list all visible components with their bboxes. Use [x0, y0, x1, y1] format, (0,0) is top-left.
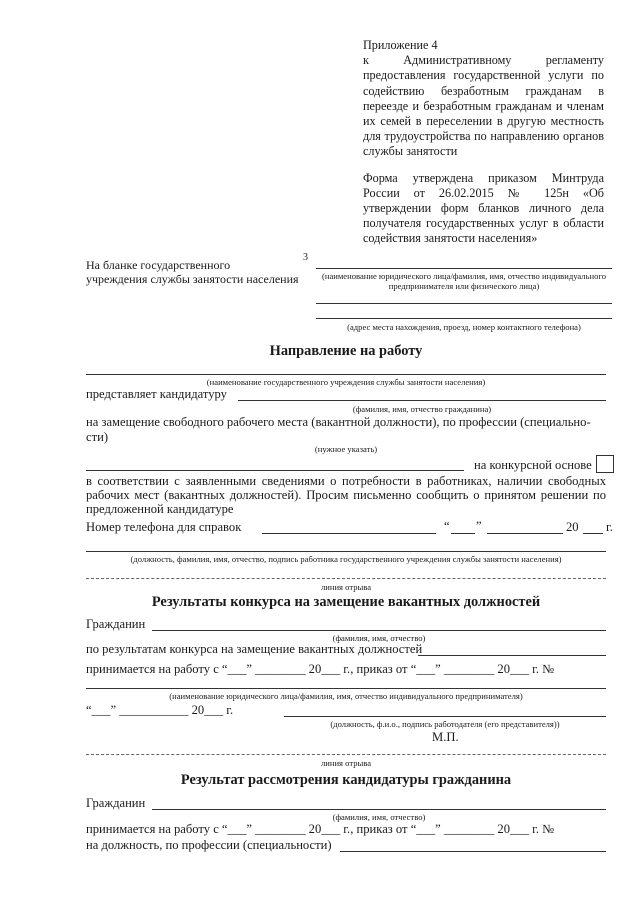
- citizen-label-2: Гражданин: [86, 796, 146, 810]
- section-title-referral: Направление на работу: [269, 343, 423, 359]
- citizen-fio-hint: (фамилия, имя, отчество): [332, 633, 426, 643]
- date-quote-close: ”: [476, 519, 482, 533]
- competitive-basis-label: на конкурсной основе: [474, 458, 592, 472]
- employer-signature-field[interactable]: [284, 716, 606, 717]
- tear-line-1: [86, 578, 606, 579]
- tear-line-2-label: линия отрыва: [320, 758, 372, 768]
- recipient-name-hint: (наименование юридического лица/фамилия, имя, отчество индивидуального предпринимателя или физического лица): [321, 271, 606, 291]
- year-prefix: 20: [566, 520, 579, 534]
- letterhead-line-2: учреждения службы занятости населения: [86, 272, 299, 286]
- employer-name-hint: (наименование юридического лица/фамилия, имя, отчество индивидуального предпринимателя): [169, 691, 523, 701]
- citizen-fio-field[interactable]: [152, 630, 606, 631]
- appendix-block: [363, 38, 604, 247]
- vacancy-text-line2: сти): [86, 430, 109, 444]
- phone-field[interactable]: [262, 533, 436, 534]
- appendix-title: Приложение 4: [363, 38, 438, 52]
- date-month-field[interactable]: [487, 533, 563, 534]
- tear-line-1-label: линия отрыва: [320, 582, 372, 592]
- citizen-fio-hint-2: (фамилия, имя, отчество): [332, 812, 426, 822]
- employer-signature-hint: (должность, ф.и.о., подпись работодателя (его представителя)): [330, 719, 560, 729]
- phone-label: Номер телефона для справок: [86, 520, 242, 534]
- vacancy-text-line1: на замещение свободного рабочего места (вакантной должности), по профессии (специально-: [86, 415, 591, 429]
- candidate-fio-hint: (фамилия, имя, отчество гражданина): [352, 404, 492, 414]
- year-suffix: г.: [606, 520, 613, 534]
- date-day-field[interactable]: [451, 533, 475, 534]
- position-field[interactable]: [340, 851, 606, 852]
- section-title-candidacy-result: Результат рассмотрения кандидатуры гражданина: [180, 772, 512, 788]
- needed-hint: (нужное указать): [314, 444, 378, 454]
- section-title-contest-results: Результаты конкурса на замещение вакантных должностей: [151, 594, 541, 610]
- represents-label: представляет кандидатуру: [86, 387, 227, 401]
- recipient-address-field[interactable]: [316, 318, 612, 319]
- letterhead-line-1: На бланке государственного: [86, 258, 231, 272]
- position-label: на должность, по профессии (специальности): [86, 838, 332, 852]
- page-mark: 3: [303, 252, 308, 263]
- citizen-label: Гражданин: [86, 617, 146, 631]
- appendix-text: к Административному регламенту предоставления государственной услуги по содействию безработным гражданам в переезде и безработным гражданам и членам их семей в переселении в другую местность для трудоустройства по направлению органов службы занятости: [363, 53, 604, 159]
- recipient-address-hint: (адрес места нахождения, проезд, номер контактного телефона): [347, 322, 581, 332]
- hiring-date-line: принимается на работу с “___” ________ 20___ г., приказ от “___” ________ 20___ г. №: [86, 662, 555, 676]
- contest-results-label: по результатам конкурса на замещение вакантных должностей: [86, 642, 423, 656]
- seal-place: М.П.: [432, 730, 459, 744]
- form-approval-note: Форма утверждена приказом Минтруда России от 26.02.2015 № 125н «Об утверждении форм бланков личного дела получателя государственных услуг в области содействия занятости населения»: [363, 170, 604, 246]
- employee-signature-field[interactable]: [86, 551, 606, 552]
- candidate-fio-field[interactable]: [238, 400, 606, 401]
- contest-results-field[interactable]: [418, 655, 606, 656]
- employee-signature-hint: (должность, фамилия, имя, отчество, подпись работника государственного учреждения службы занятости населения): [130, 554, 562, 564]
- employer-name-field[interactable]: [86, 688, 606, 689]
- profession-field[interactable]: [86, 470, 464, 471]
- tear-line-2: [86, 754, 606, 755]
- date-year-field[interactable]: [583, 533, 603, 534]
- institution-name-hint: (наименование государственного учреждения службы занятости населения): [206, 377, 486, 387]
- accordance-text: в соответствии с заявленными сведениями о потребности в работниках, наличии свободных рабочих мест (вакантных должностей). Просим письменно сообщить о принятом решении по предложенной кандидатуре: [86, 474, 606, 517]
- employer-date-line: “___” ___________ 20___ г.: [86, 703, 234, 717]
- citizen-fio-field-2[interactable]: [152, 809, 606, 810]
- date-quote-open: “: [444, 519, 450, 533]
- letterhead-note: [86, 258, 299, 286]
- competitive-basis-checkbox[interactable]: [596, 455, 614, 473]
- recipient-name-field[interactable]: [316, 268, 612, 269]
- recipient-name-field-2[interactable]: [316, 303, 612, 304]
- hiring-date-line-2: принимается на работу с “___” ________ 20___ г., приказ от “___” ________ 20___ г. №: [86, 822, 555, 836]
- institution-name-field[interactable]: [86, 374, 606, 375]
